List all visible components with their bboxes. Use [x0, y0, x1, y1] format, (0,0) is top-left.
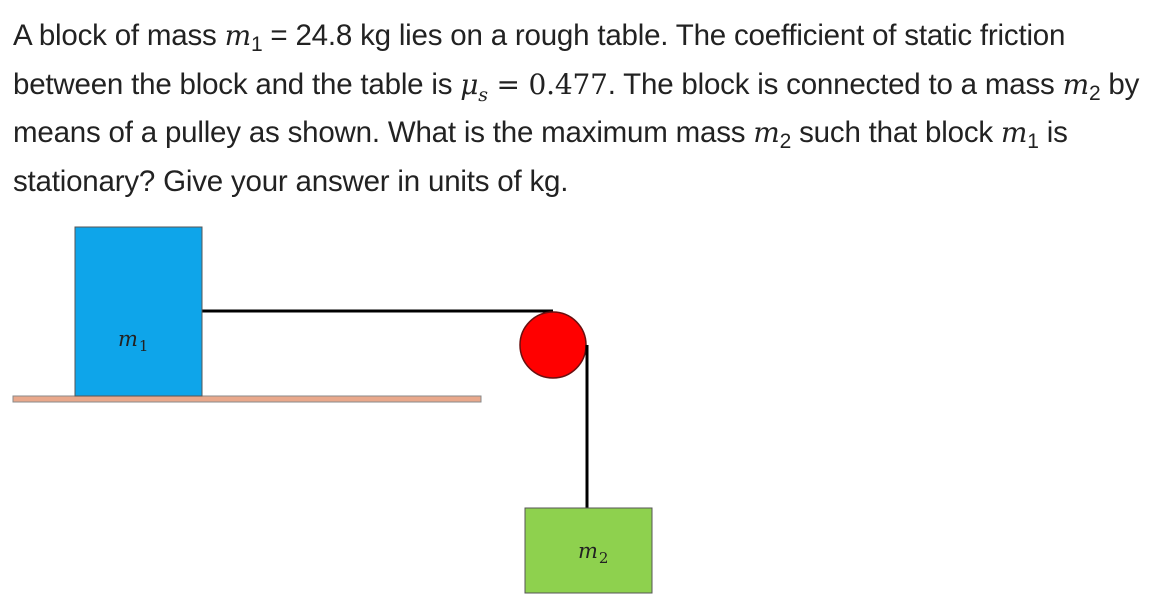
m1-symbol: $m_1$ [224, 19, 263, 56]
friction-coefficient-equation: $\mu_s = 0.477$ [460, 67, 608, 106]
problem-text-part-4: by means of a pulley as shown. What is the maximum mass [13, 67, 1140, 149]
block-m1-label: $m_1$ [118, 327, 149, 355]
mu-value: 0.477 [528, 67, 608, 101]
block-m1 [75, 227, 202, 396]
m2-symbol: $m_2$ [1062, 67, 1101, 105]
block-m2-label: $m_2$ [578, 539, 609, 567]
table-surface [13, 396, 481, 402]
problem-text-part-5: such that block [791, 116, 1001, 149]
pulley [520, 312, 586, 378]
mu-subscript: s [478, 83, 488, 106]
mu-symbol: μ [460, 67, 479, 101]
m2-symbol: $m_2$ [753, 116, 792, 153]
problem-text-part-3: . The block is connected to a mass [607, 67, 1063, 101]
problem-text-part-2: = 24.8 kg lies on a rough table. The coefficient of static friction between the block and the table is [13, 19, 1066, 101]
problem-text-part-1: A block of mass [13, 19, 225, 52]
m1-symbol: $m_1$ [1000, 116, 1039, 153]
problem-text-part-6: is stationary? Give your answer in units of kg. [13, 116, 1068, 198]
